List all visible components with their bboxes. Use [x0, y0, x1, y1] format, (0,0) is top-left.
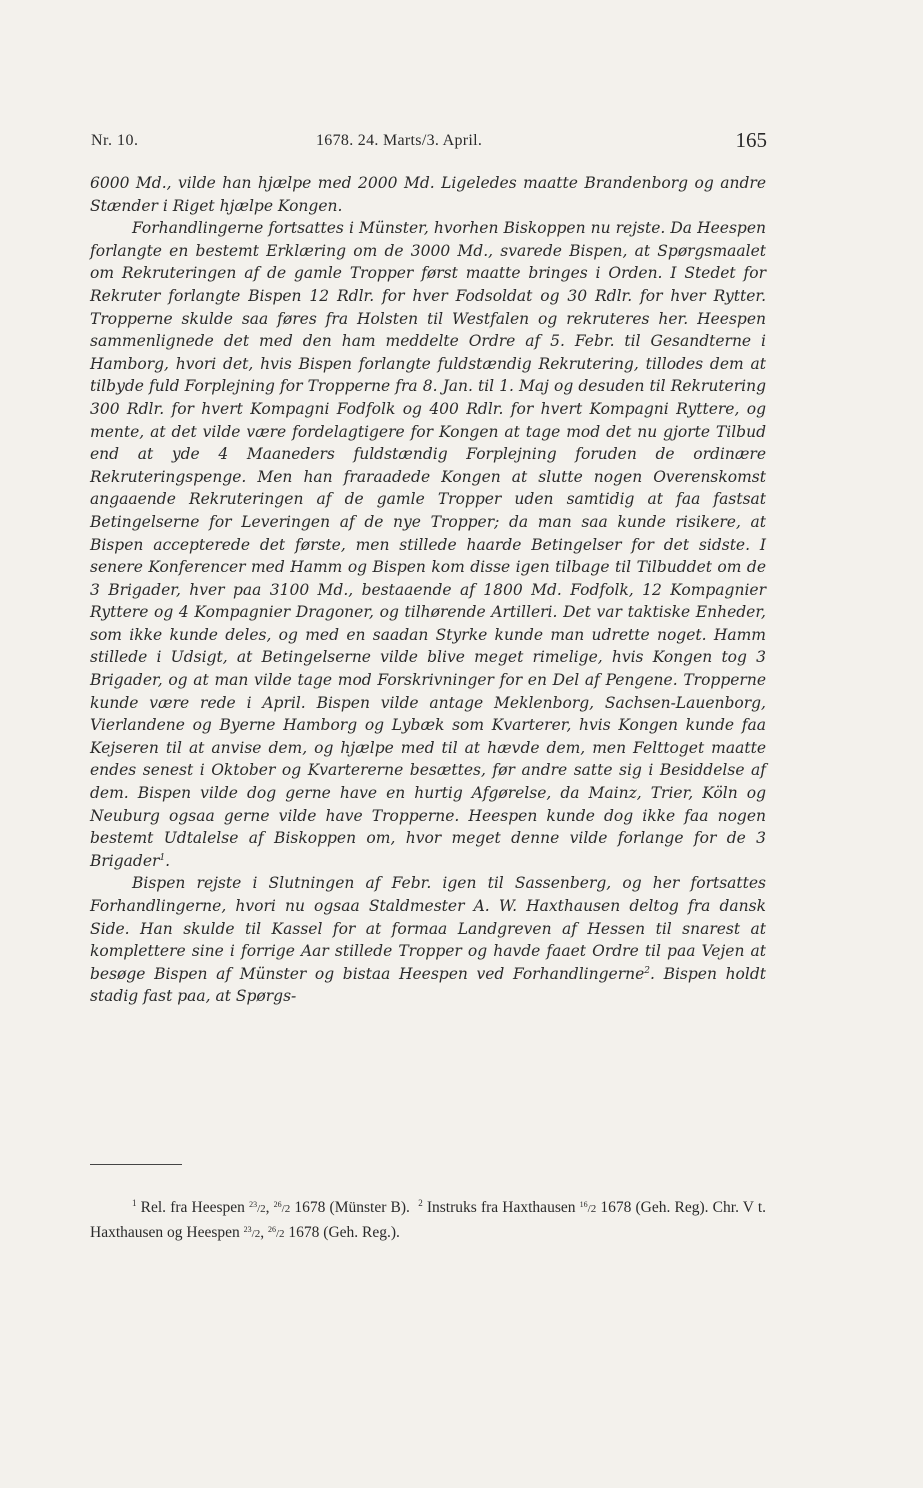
- date-fraction: $^{23}$/2: [243, 1225, 261, 1240]
- footnote-mark-1: 1: [132, 1198, 137, 1208]
- header-date: 1678. 24. Marts/3. April.: [316, 132, 483, 149]
- footnote-divider: [90, 1164, 182, 1165]
- footnote-ref-2: 2: [644, 965, 651, 976]
- date-fraction: $^{26}$/2: [267, 1225, 285, 1240]
- paragraph-2: Forhandlingerne fortsattes i Münster, hvorhen Biskoppen nu rejste. Da Heespen forlangte en bestemt Erklæring om de 3000 Md., svarede Bispen, at Spørgsmaalet om Rekruteringen af de gamle Tropper først maatte bringes i Orden. I Stedet for Rekruter forlangte Bispen 12 Rdlr. for hver Fodsoldat og 30 Rdlr. for hver Rytter. Tropperne skulde saa føres fra Holsten til Westfalen og rekruteres her. Heespen sammenlignede det med den ham meddelte Ordre af 5. Febr. til Gesandterne i Hamborg, hvori det, hvis Bispen forlangte fuldstændig Rekrutering, tillodes dem at tilbyde fuld Forplejning for Tropperne fra 8. Jan. til 1. Maj og desuden til Rekrutering 300 Rdlr. for hvert Kompagni Fodfolk og 400 Rdlr. for hvert Kompagni Ryttere, og mente, at det vilde være fordelagtigere for Kongen at tage mod det nu gjorte Tilbud end at yde 4 Maaneders fuldstændig Forplejning foruden de ordinære Rekruteringspenge. Men han fraraadede Kongen at slutte nogen Overenskomst angaaende Rekruteringen af de gamle Tropper uden samtidig at faa fastsat Betingelserne for Leveringen af de nye Tropper; da man saa kunde risikere, at Bispen accepterede det første, men stillede haarde Betingelser for det sidste. I senere Konferencer med Hamm og Bispen kom disse igen tilbage til Tilbuddet om de 3 Brigader, hver paa 3100 Md., bestaaende af 1800 Md. Fodfolk, 12 Kompagnier Ryttere og 4 Kompagnier Dragoner, og tilhørende Artilleri. Det var taktiske Enheder, som ikke kunde deles, og med en saadan Styrke kunde man udrette noget. Hamm stillede i Udsigt, at Betingelserne vilde blive meget rimelige, hvis Kongen tog 3 Brigader, og at man vilde tage mod Forskrivninger for en Del af Pengene. Tropperne kunde være rede i April. Bispen vilde antage Meklenborg, Sachsen-Lauenborg, Vierlandene og Byerne Hamborg og Lybæk som Kvarterer, hvis Kongen kunde faa Kejseren til at anvise dem, og hjælpe med til at hævde dem, men Felttoget maatte endes senest i Oktober og Kvartererne besættes, før andre satte sig i Besiddelse af dem. Bispen vilde dog gerne have en hurtig Afgørelse, da Mainz, Trier, Köln og Neuburg ogsaa gerne vilde have Tropperne. Heespen kunde dog ikke faa nogen bestemt Udtalelse af Biskoppen om, hvor meget denne vilde forlange for de 3 Brigader$^1$.: [90, 219, 766, 870]
- footnotes: [90, 1196, 766, 1246]
- footnote-block: $^1$ Rel. fra Heespen $^{23}$/2, $^{26}$/2 1678 (Münster B). $^2$ Instruks fra Haxthausen $^{16}$/2 1678 (Geh. Reg). Chr. V t. Haxthausen og Heespen $^{23}$/2, $^{26}$/2 1678 (Geh. Reg.).: [90, 1198, 767, 1241]
- paragraph-3: Bispen rejste i Slutningen af Febr. igen til Sassenberg, og her fortsattes Forhandlingerne, hvori nu ogsaa Staldmester A. W. Haxthausen deltog fra dansk Side. Han skulde til Kassel for at formaa Landgreven af Hessen til snarest at komplettere sine i forrige Aar stillede Tropper og havde faaet Ordre til paa Vejen at besøge Bispen af Münster og bistaa Heespen ved Forhandlingerne$^2$. Bispen holdt stadig fast paa, at Spørgs-: [90, 874, 766, 1006]
- footnote-mark-2: 2: [418, 1198, 423, 1208]
- main-text: [90, 172, 766, 1008]
- paragraph-1: 6000 Md., vilde han hjælpe med 2000 Md. Ligeledes maatte Brandenborg og andre Stænder i Riget hjælpe Kongen.: [90, 174, 766, 215]
- footnote-ref-1: 1: [159, 852, 166, 863]
- page-number: 165: [735, 128, 767, 152]
- date-fraction: $^{23}$/2: [249, 1200, 266, 1215]
- document-number: Nr. 10.: [91, 132, 139, 149]
- date-fraction: $^{26}$/2: [273, 1200, 291, 1215]
- date-fraction: $^{16}$/2: [579, 1200, 597, 1215]
- running-header: [91, 128, 767, 158]
